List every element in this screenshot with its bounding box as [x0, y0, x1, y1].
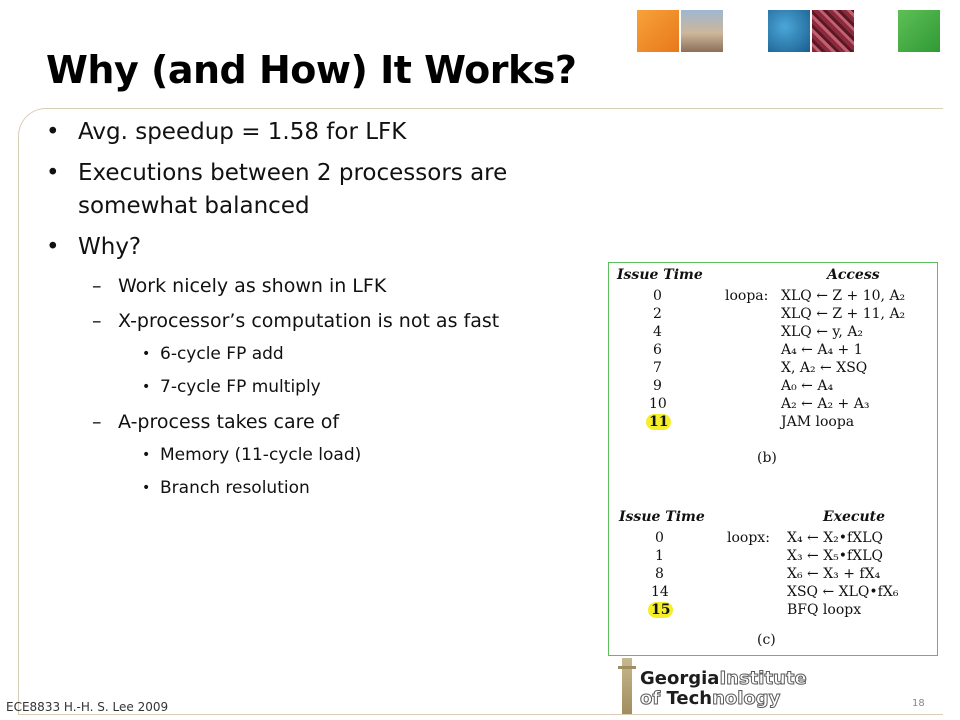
figure-b-time: 0 [653, 288, 662, 304]
slide-number: 18 [912, 698, 925, 709]
sub-sub-bullet-text: 7-cycle FP multiply [160, 377, 321, 397]
bullet-text: Why? [78, 234, 142, 260]
figure-c-issue-header: Issue Time [619, 509, 705, 525]
thumbnail-chip-photo [812, 10, 854, 52]
code-schedule-figure [608, 262, 938, 656]
figure-b-instr: A₂ ← A₂ + A₃ [781, 396, 870, 412]
figure-c-time: 0 [655, 530, 664, 546]
sub-sub-bullet-item [46, 342, 606, 366]
figure-c-instr: XSQ ← XLQ•fX₆ [787, 584, 899, 600]
sub-sub-bullet-item [46, 476, 606, 500]
footer-credit: ECE8833 H.-H. S. Lee 2009 [6, 700, 169, 714]
dash-icon: – [92, 411, 102, 433]
figure-b-access-header: Access [827, 267, 880, 283]
sub-sub-bullet-text: Branch resolution [160, 478, 310, 498]
sub-sub-bullet-item [46, 375, 606, 399]
bullet-icon: • [46, 234, 60, 260]
bullet-icon: • [142, 379, 151, 395]
figure-c-loop-label: loopx: [727, 530, 770, 546]
figure-c-time-highlighted: 15 [648, 602, 673, 618]
sub-sub-bullet-text: Memory (11-cycle load) [160, 445, 362, 465]
figure-b-instr: XLQ ← Z + 10, A₂ [781, 288, 906, 304]
thumbnail-blue [768, 10, 810, 52]
thumbnail-campus-photo [681, 10, 723, 52]
figure-b-loop-label: loopa: [725, 288, 769, 304]
sub-sub-bullet-text: 6-cycle FP add [160, 344, 284, 364]
figure-b-time: 7 [653, 360, 662, 376]
bullet-icon: • [142, 480, 151, 496]
bullet-list [46, 116, 606, 509]
figure-b-time: 2 [653, 306, 662, 322]
georgia-tech-logo [618, 658, 838, 714]
sub-bullet-item [46, 272, 606, 300]
frame-bottom-rule [19, 714, 943, 715]
figure-c-time: 8 [655, 566, 664, 582]
bullet-icon: • [142, 346, 151, 362]
bullet-item [46, 157, 606, 223]
tower-icon [622, 658, 632, 714]
dash-icon: – [92, 275, 102, 297]
figure-b-issue-header: Issue Time [617, 267, 703, 283]
figure-b-time: 9 [653, 378, 662, 394]
figure-c-caption: (c) [757, 632, 776, 648]
figure-b-instr: JAM loopa [781, 414, 855, 430]
slide-title: Why (and How) It Works? [46, 48, 577, 92]
figure-b-instr: XLQ ← y, A₂ [781, 324, 864, 340]
logo-line-1: GeorgiaInstitute [640, 668, 807, 689]
bullet-icon: • [46, 119, 60, 145]
bullet-item [46, 116, 606, 149]
thumbnail-orange [637, 10, 679, 52]
sub-bullet-item [46, 408, 606, 436]
figure-b-instr: A₄ ← A₄ + 1 [781, 342, 863, 358]
figure-b-instr: XLQ ← Z + 11, A₂ [781, 306, 906, 322]
bullet-item [46, 231, 606, 264]
sub-bullet-text: A-process takes care of [118, 411, 340, 433]
figure-b-caption: (b) [757, 450, 777, 466]
figure-c-instr: X₆ ← X₃ + fX₄ [787, 566, 881, 582]
sub-sub-bullet-item [46, 443, 606, 467]
bullet-icon: • [46, 160, 60, 186]
figure-c-execute-header: Execute [823, 509, 886, 525]
figure-c-time: 1 [655, 548, 664, 564]
bullet-text: Avg. speedup = 1.58 for LFK [78, 119, 407, 145]
figure-c-instr: X₄ ← X₂•fXLQ [787, 530, 883, 546]
figure-c-time: 14 [651, 584, 669, 600]
figure-b-instr: A₀ ← A₄ [781, 378, 834, 394]
sub-bullet-item [46, 307, 606, 335]
figure-b-time-highlighted: 11 [646, 414, 671, 430]
figure-c-instr: BFQ loopx [787, 602, 862, 618]
bullet-icon: • [142, 447, 151, 463]
figure-b-time: 10 [649, 396, 667, 412]
figure-b-time: 4 [653, 324, 662, 340]
logo-line-2: of Technology [640, 688, 781, 709]
bullet-text: Executions between 2 processors are somewhat balanced [78, 160, 508, 219]
figure-b-time: 6 [653, 342, 662, 358]
figure-c-instr: X₃ ← X₅•fXLQ [787, 548, 883, 564]
thumbnail-green [898, 10, 940, 52]
figure-b-instr: X, A₂ ← XSQ [781, 360, 868, 376]
sub-bullet-text: Work nicely as shown in LFK [118, 275, 387, 297]
dash-icon: – [92, 310, 102, 332]
sub-bullet-text: X-processor’s computation is not as fast [118, 310, 500, 332]
